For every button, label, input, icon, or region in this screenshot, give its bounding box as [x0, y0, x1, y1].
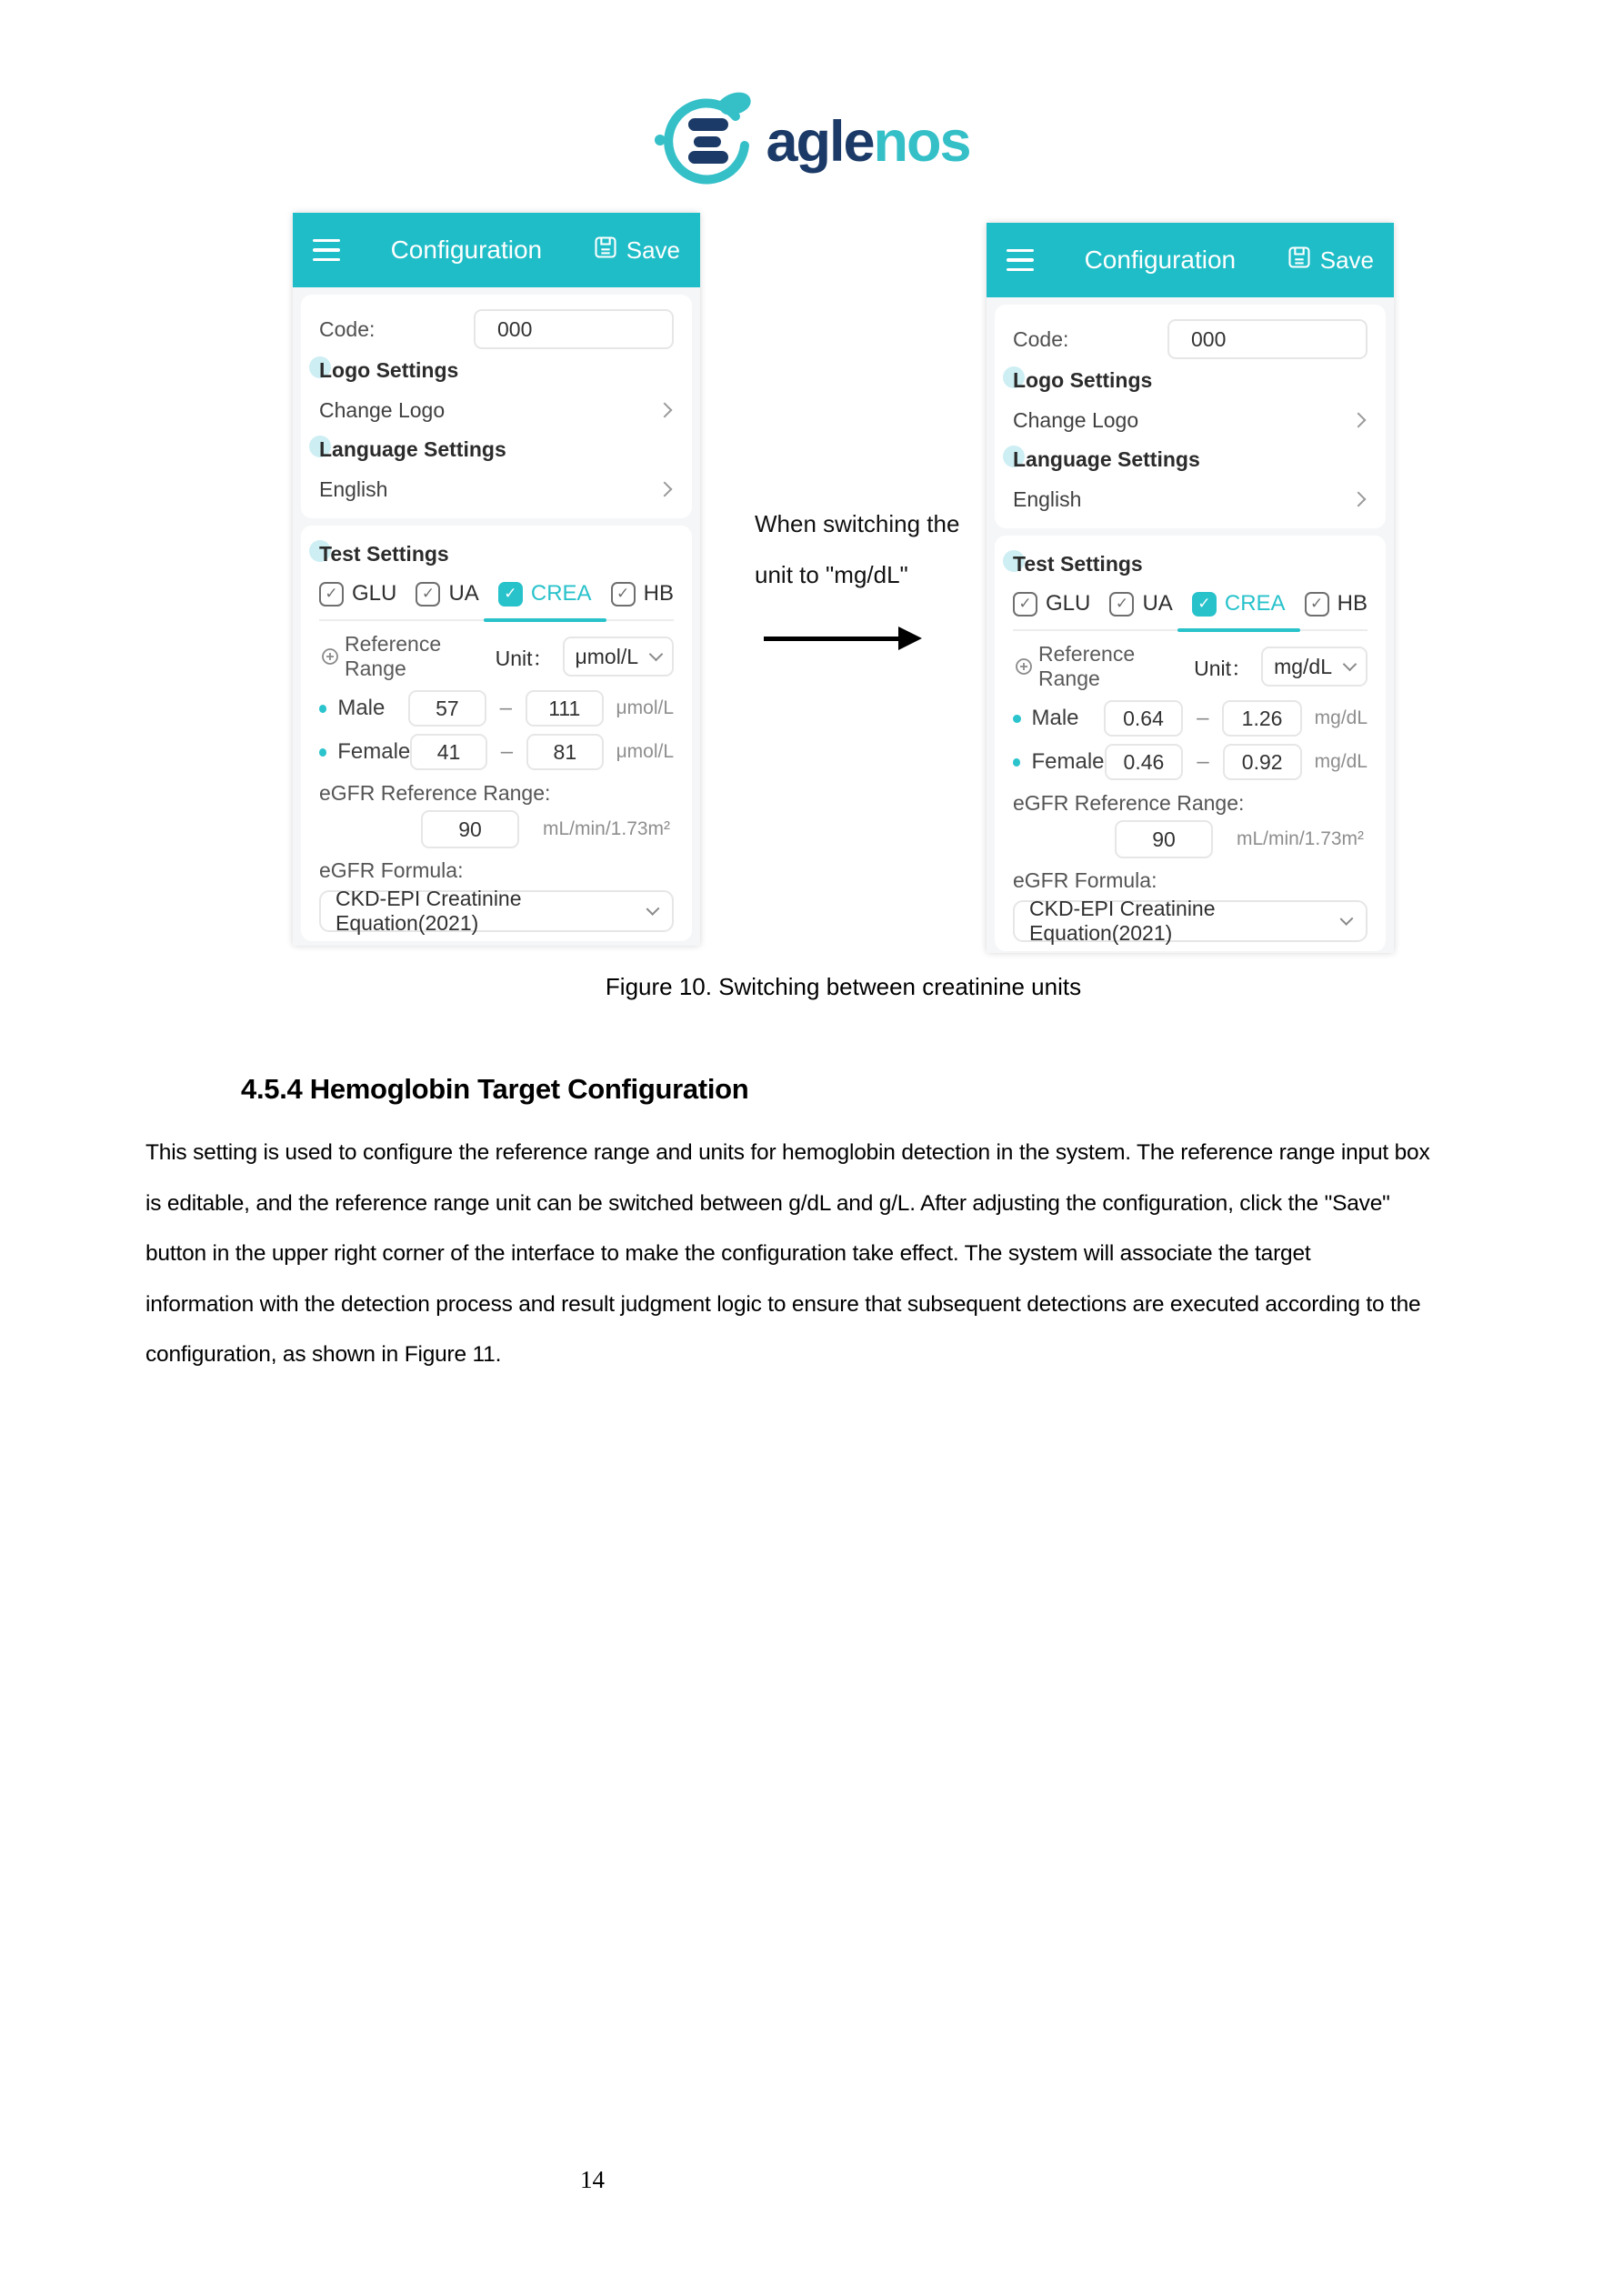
egfr-formula-value: CKD-EPI Creatinine Equation(2021)	[1029, 897, 1216, 945]
female-low-input[interactable]: 0.46	[1105, 744, 1184, 780]
test-settings-title: Test Settings	[1013, 545, 1368, 584]
app-header	[987, 223, 1394, 297]
bullet-icon	[1013, 715, 1021, 723]
tab-ua[interactable]	[416, 581, 478, 607]
bullet-icon	[1013, 758, 1020, 767]
code-label: Code:	[1013, 326, 1069, 351]
general-settings-card	[301, 295, 692, 518]
paragraph-line: This setting is used to configure the reference range and units for hemoglobin detection in the system. The reference range input box	[145, 1140, 1430, 1165]
chevron-down-icon	[1343, 657, 1358, 672]
brand-name-dark: agle	[766, 110, 874, 174]
language-settings-title: Language Settings	[319, 430, 674, 469]
checkbox-checked-icon[interactable]: ✓	[611, 582, 636, 607]
test-settings-card	[995, 536, 1386, 951]
save-icon	[1287, 245, 1312, 276]
checkbox-checked-icon[interactable]: ✓	[498, 582, 523, 607]
tab-crea-active[interactable]	[498, 581, 592, 607]
body-paragraph	[145, 1128, 1500, 1380]
checkbox-checked-icon[interactable]: ✓	[1013, 592, 1037, 617]
tab-label: HB	[643, 581, 674, 606]
save-label: Save	[1319, 246, 1374, 274]
egfr-formula-dropdown[interactable]	[319, 887, 674, 935]
page-number: 14	[580, 2166, 605, 2193]
tab-label: GLU	[1046, 591, 1091, 616]
config-screen-mgdl	[987, 223, 1394, 953]
save-button[interactable]	[593, 235, 680, 266]
range-dash: –	[499, 696, 513, 720]
male-unit: mg/dL	[1314, 707, 1368, 728]
male-range-row	[319, 687, 674, 730]
unit-label: Unit：	[1194, 656, 1253, 680]
code-label: Code:	[319, 316, 376, 341]
annotation-line2: unit to "mg/dL"	[755, 561, 908, 588]
egfr-formula-label: eGFR Formula:	[319, 858, 464, 882]
reference-range-label: Reference Range	[1013, 642, 1194, 691]
change-logo-row[interactable]	[1013, 400, 1368, 440]
male-low-input[interactable]: 57	[408, 690, 486, 727]
logo-settings-title: Logo Settings	[1013, 361, 1368, 400]
range-dash: –	[500, 739, 514, 764]
language-row[interactable]	[319, 469, 674, 509]
language-value: English	[319, 476, 388, 501]
paragraph-line: information with the detection process and result judgment logic to ensure that subsequent detections are executed according to the	[145, 1291, 1421, 1317]
code-input[interactable]: 000	[474, 309, 674, 349]
chevron-right-icon	[1351, 413, 1367, 428]
female-low-input[interactable]: 41	[410, 734, 486, 770]
brand-logo	[653, 89, 969, 196]
male-unit: μmol/L	[616, 697, 674, 718]
target-icon	[1013, 656, 1035, 677]
reference-range-label: Reference Range	[319, 632, 496, 681]
egfr-range-label: eGFR Reference Range:	[1013, 791, 1245, 815]
female-range-row	[319, 730, 674, 774]
egfr-formula-value: CKD-EPI Creatinine Equation(2021)	[336, 887, 522, 935]
range-dash: –	[1197, 749, 1209, 774]
female-unit: mg/dL	[1314, 751, 1368, 772]
general-settings-card	[995, 305, 1386, 528]
brand-name-teal: nos	[873, 110, 970, 174]
tab-label: UA	[448, 581, 479, 606]
unit-dropdown[interactable]	[563, 637, 675, 677]
annotation-line1: When switching the	[755, 510, 960, 537]
checkbox-checked-icon[interactable]: ✓	[1305, 592, 1329, 617]
checkbox-checked-icon[interactable]: ✓	[1192, 592, 1217, 617]
unit-value: μmol/L	[575, 644, 638, 668]
target-icon	[319, 646, 341, 667]
female-unit: μmol/L	[616, 741, 675, 762]
tab-ua[interactable]	[1109, 591, 1172, 617]
checkbox-checked-icon[interactable]: ✓	[1109, 592, 1134, 617]
language-row[interactable]	[1013, 479, 1368, 519]
chevron-down-icon	[649, 647, 664, 662]
paragraph-line: is editable, and the reference range unit can be switched between g/dL and g/L. After adjusting the configuration, click the "Save"	[145, 1190, 1390, 1216]
language-value: English	[1013, 486, 1082, 511]
test-tabs	[319, 574, 674, 621]
egfr-formula-label: eGFR Formula:	[1013, 868, 1157, 892]
unit-dropdown[interactable]	[1261, 647, 1368, 687]
tab-label: HB	[1337, 591, 1368, 616]
checkbox-checked-icon[interactable]: ✓	[319, 582, 344, 607]
save-icon	[593, 235, 618, 266]
change-logo-row[interactable]	[319, 390, 674, 430]
male-low-input[interactable]: 0.64	[1104, 700, 1183, 737]
egfr-formula-dropdown[interactable]	[1013, 897, 1368, 945]
male-high-input[interactable]: 1.26	[1222, 700, 1301, 737]
paragraph-line: configuration, as shown in Figure 11.	[145, 1342, 502, 1367]
chevron-down-icon	[646, 902, 660, 916]
menu-icon[interactable]	[313, 239, 340, 262]
female-label: Female	[1031, 749, 1105, 774]
male-high-input[interactable]: 111	[526, 690, 604, 727]
egfr-range-label: eGFR Reference Range:	[319, 781, 551, 805]
figure-caption: Figure 10. Switching between creatinine units	[605, 973, 1082, 1000]
test-settings-card	[301, 526, 692, 941]
save-label: Save	[626, 236, 680, 264]
tab-crea-active[interactable]	[1192, 591, 1286, 617]
chevron-right-icon	[1351, 492, 1367, 507]
egfr-unit: mL/min/1.73m²	[543, 818, 671, 839]
male-label: Male	[337, 696, 386, 720]
code-input[interactable]: 000	[1167, 319, 1368, 359]
unit-value: mg/dL	[1274, 654, 1332, 678]
section-heading: 4.5.4 Hemoglobin Target Configuration	[241, 1073, 749, 1105]
female-high-input[interactable]: 81	[526, 734, 603, 770]
annotation-text	[755, 498, 991, 600]
language-settings-title: Language Settings	[1013, 440, 1368, 479]
tab-label: UA	[1142, 591, 1173, 616]
change-logo-label: Change Logo	[319, 397, 446, 422]
page-title: Configuration	[1084, 246, 1237, 274]
male-range-row	[1013, 697, 1368, 740]
egfr-input[interactable]: 90	[421, 810, 519, 848]
right-arrow-icon	[764, 637, 900, 641]
tab-label: CREA	[1224, 591, 1286, 616]
egfr-input[interactable]: 90	[1115, 820, 1213, 858]
change-logo-label: Change Logo	[1013, 407, 1139, 432]
chevron-right-icon	[657, 482, 673, 497]
male-label: Male	[1031, 706, 1079, 730]
female-label: Female	[337, 739, 411, 764]
chevron-right-icon	[657, 403, 673, 418]
bullet-icon	[319, 705, 326, 713]
unit-label: Unit：	[495, 646, 554, 670]
tab-glu[interactable]	[319, 581, 396, 607]
logo-settings-title: Logo Settings	[319, 351, 674, 390]
tab-hb[interactable]	[611, 581, 674, 607]
tab-hb[interactable]	[1305, 591, 1368, 617]
female-range-row	[1013, 740, 1368, 784]
brand-logo-icon	[653, 89, 760, 196]
tab-label: CREA	[530, 581, 592, 606]
chevron-down-icon	[1340, 912, 1354, 926]
tab-label: GLU	[352, 581, 397, 606]
menu-icon[interactable]	[1007, 249, 1034, 272]
page-title: Configuration	[390, 236, 543, 264]
egfr-unit: mL/min/1.73m²	[1237, 828, 1365, 849]
tab-glu[interactable]	[1013, 591, 1090, 617]
test-settings-title: Test Settings	[319, 535, 674, 574]
bullet-icon	[319, 748, 326, 757]
range-dash: –	[1197, 706, 1209, 730]
config-screen-umol	[293, 213, 700, 946]
test-tabs	[1013, 584, 1368, 631]
app-header	[293, 213, 700, 287]
paragraph-line: button in the upper right corner of the interface to make the configuration take effect. The system will associate the target	[145, 1241, 1311, 1266]
checkbox-checked-icon[interactable]: ✓	[416, 582, 440, 607]
save-button[interactable]	[1287, 245, 1374, 276]
female-high-input[interactable]: 0.92	[1223, 744, 1302, 780]
